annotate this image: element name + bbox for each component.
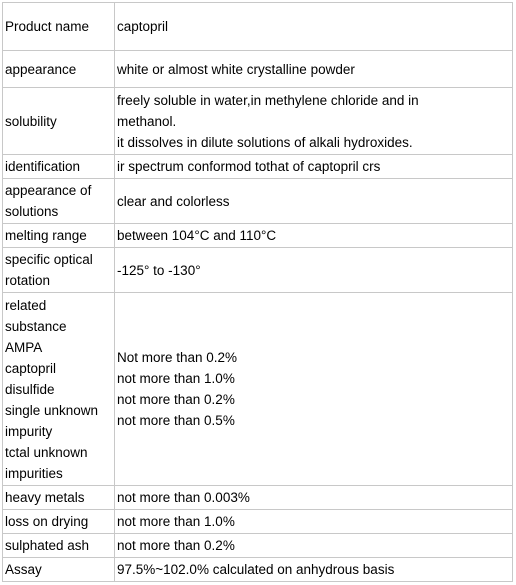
table-row	[3, 155, 513, 179]
row-value: white or almost white crystalline powder	[115, 51, 513, 88]
row-label: appearance of solutions	[3, 179, 115, 224]
row-value: Not more than 0.2% not more than 1.0% not more than 0.2% not more than 0.5%	[115, 293, 513, 486]
row-label: Product name	[3, 3, 115, 51]
row-label: identification	[3, 155, 115, 179]
row-label: heavy metals	[3, 486, 115, 510]
table-row	[3, 3, 513, 51]
row-label: Assay	[3, 558, 115, 582]
row-value: captopril	[115, 3, 513, 51]
spec-table	[2, 2, 513, 582]
row-label: appearance	[3, 51, 115, 88]
row-value: ir spectrum conformod tothat of captopril crs	[115, 155, 513, 179]
table-row	[3, 179, 513, 224]
row-label: melting range	[3, 224, 115, 248]
row-value: -125° to -130°	[115, 248, 513, 293]
row-label: specific optical rotation	[3, 248, 115, 293]
table-row	[3, 51, 513, 88]
table-row	[3, 486, 513, 510]
table-row	[3, 558, 513, 582]
row-value: clear and colorless	[115, 179, 513, 224]
row-value: freely soluble in water,in methylene chloride and in methanol. it dissolves in dilute solutions of alkali hydroxides.	[115, 88, 513, 155]
row-label: solubility	[3, 88, 115, 155]
table-row	[3, 293, 513, 486]
table-row	[3, 248, 513, 293]
table-row	[3, 510, 513, 534]
table-row	[3, 534, 513, 558]
table-row	[3, 88, 513, 155]
row-value: not more than 1.0%	[115, 510, 513, 534]
row-value: between 104°C and 110°C	[115, 224, 513, 248]
row-label: loss on drying	[3, 510, 115, 534]
row-label: sulphated ash	[3, 534, 115, 558]
table-row	[3, 224, 513, 248]
row-value: not more than 0.2%	[115, 534, 513, 558]
row-value: not more than 0.003%	[115, 486, 513, 510]
row-value: 97.5%~102.0% calculated on anhydrous basis	[115, 558, 513, 582]
row-label: related substance AMPA captopril disulfide single unknown impurity tctal unknown impurities	[3, 293, 115, 486]
